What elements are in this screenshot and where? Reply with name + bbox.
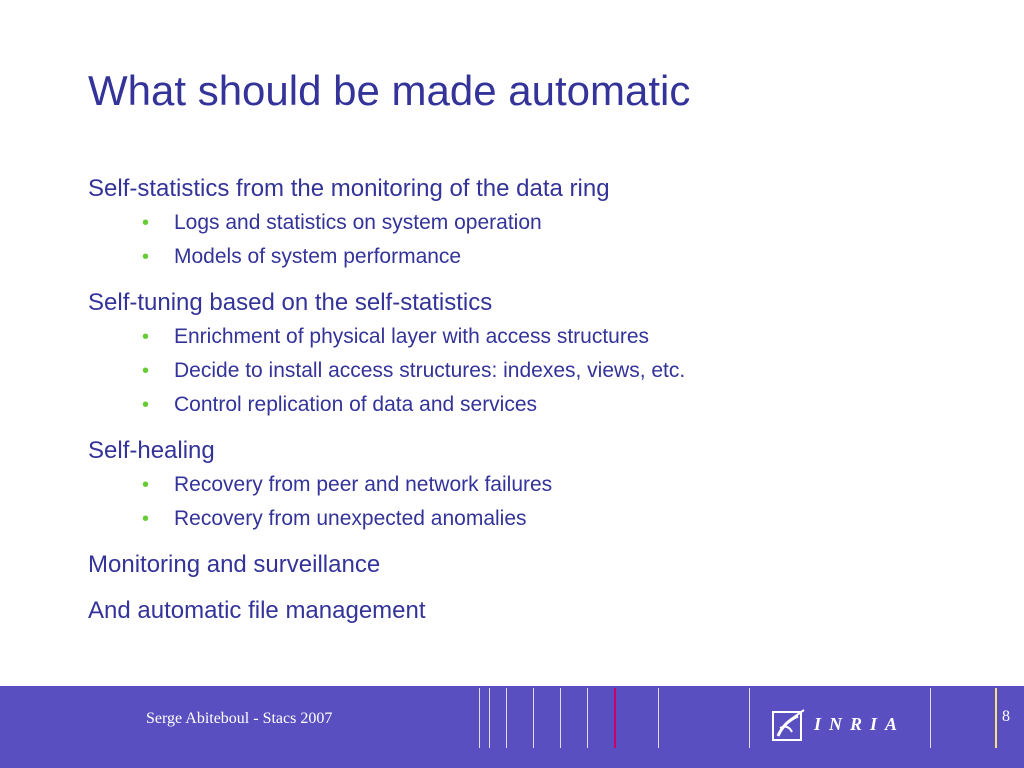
footer-divider	[533, 688, 534, 748]
footer-divider	[658, 688, 659, 748]
sub-list	[142, 320, 988, 422]
bullet-icon: •	[142, 474, 150, 496]
list-item-text: Recovery from unexpected anomalies	[174, 507, 527, 530]
section-file-management	[88, 594, 988, 628]
inria-logo-mark-icon	[770, 706, 810, 746]
list-item-text: Decide to install access structures: indexes, views, etc.	[174, 359, 686, 382]
bullet-icon: •	[142, 508, 150, 530]
footer-author: Serge Abiteboul - Stacs 2007	[146, 710, 333, 727]
section-self-healing	[88, 434, 988, 536]
bullet-icon: •	[142, 360, 150, 382]
slide-footer	[0, 686, 1024, 768]
list-item	[142, 206, 988, 240]
footer-divider-accent	[995, 688, 997, 748]
list-item	[142, 354, 988, 388]
sub-list	[142, 468, 988, 536]
section-heading: Self-tuning based on the self-statistics	[88, 289, 493, 316]
footer-divider	[489, 688, 490, 748]
footer-divider	[506, 688, 507, 748]
section-heading: And automatic file management	[88, 597, 426, 624]
section-heading: Self-statistics from the monitoring of the data ring	[88, 175, 610, 202]
footer-divider	[749, 688, 750, 748]
footer-divider	[930, 688, 931, 748]
section-self-statistics	[88, 172, 988, 274]
footer-divider-accent	[614, 688, 616, 748]
footer-divider	[560, 688, 561, 748]
inria-logo-icon	[770, 706, 920, 746]
footer-divider	[479, 688, 480, 748]
list-item	[142, 468, 988, 502]
page-number: 8	[1002, 708, 1010, 725]
list-item-text: Logs and statistics on system operation	[174, 211, 542, 234]
section-heading: Monitoring and surveillance	[88, 551, 381, 578]
slide-title: What should be made automatic	[88, 67, 691, 114]
list-item	[142, 320, 988, 354]
section-heading: Self-healing	[88, 437, 215, 464]
bullet-icon: •	[142, 326, 150, 348]
list-item-text: Recovery from peer and network failures	[174, 473, 553, 496]
section-monitoring	[88, 548, 988, 582]
bullet-icon: •	[142, 246, 150, 268]
bullet-icon: •	[142, 212, 150, 234]
footer-divider	[587, 688, 588, 748]
list-item-text: Enrichment of physical layer with access structures	[174, 325, 650, 348]
list-item	[142, 502, 988, 536]
sub-list	[142, 206, 988, 274]
slide-content	[88, 172, 988, 640]
bullet-icon: •	[142, 394, 150, 416]
list-item-text: Models of system performance	[174, 245, 462, 268]
section-self-tuning	[88, 286, 988, 422]
logo-text: INRIA	[814, 714, 906, 734]
list-item-text: Control replication of data and services	[174, 393, 538, 416]
list-item	[142, 240, 988, 274]
list-item	[142, 388, 988, 422]
